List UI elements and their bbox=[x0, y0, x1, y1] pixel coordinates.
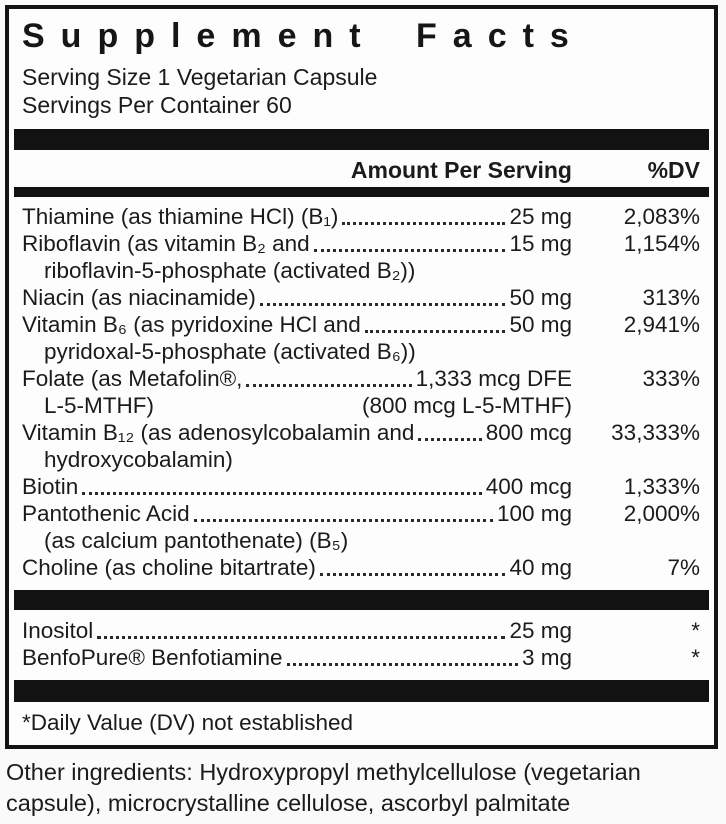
nutrient-row-vitamin-b12-continuation bbox=[22, 446, 700, 473]
nutrient-amount: 25 mg bbox=[509, 618, 572, 643]
dot-leader bbox=[312, 230, 508, 257]
serving-info bbox=[22, 63, 700, 119]
serving-size: Serving Size 1 Vegetarian Capsule bbox=[22, 64, 378, 90]
dot-leader bbox=[340, 203, 507, 230]
nutrient-name: Thiamine (as thiamine HCl) (B₁) bbox=[22, 204, 339, 229]
nutrient-name: Pantothenic Acid bbox=[22, 501, 190, 526]
nutrient-name-continuation: hydroxycobalamin) bbox=[44, 447, 233, 472]
nutrient-amount: 50 mg bbox=[509, 285, 572, 310]
nutrient-name: Riboflavin (as vitamin B₂ and bbox=[22, 231, 310, 256]
panel-title: Supplement Facts bbox=[22, 17, 585, 55]
nutrient-row-folate-continuation bbox=[22, 392, 700, 419]
nutrient-name: Folate (as Metafolin®, bbox=[22, 366, 243, 391]
divider-bar-medium bbox=[14, 187, 709, 197]
nutrient-name: Choline (as choline bitartrate) bbox=[22, 555, 316, 580]
dot-leader bbox=[363, 311, 508, 338]
dot-leader bbox=[80, 473, 483, 500]
nutrient-dv: * bbox=[691, 618, 700, 643]
nutrient-amount: 1,333 mcg DFE bbox=[415, 366, 572, 391]
nutrient-name-continuation: pyridoxal-5-phosphate (activated B₆)) bbox=[44, 339, 416, 364]
nutrient-row-choline bbox=[22, 554, 700, 581]
servings-per-container: Servings Per Container 60 bbox=[22, 92, 292, 118]
nutrient-row-riboflavin bbox=[22, 230, 700, 257]
nutrient-row-biotin bbox=[22, 473, 700, 500]
nutrient-row-vitamin-b6 bbox=[22, 311, 700, 338]
divider-bar-thick-bottom bbox=[14, 680, 709, 702]
nutrient-row-pantothenic-acid bbox=[22, 500, 700, 527]
nutrient-row-vitamin-b12 bbox=[22, 419, 700, 446]
nutrient-name-continuation: L-5-MTHF) bbox=[44, 393, 154, 418]
nutrient-dv: 2,000% bbox=[623, 501, 700, 526]
column-header-dv: %DV bbox=[647, 157, 700, 183]
nutrient-row-inositol bbox=[22, 617, 700, 644]
divider-bar-thick-middle bbox=[14, 590, 709, 610]
nutrient-dv: 2,083% bbox=[623, 204, 700, 229]
nutrient-dv: 1,333% bbox=[623, 474, 700, 499]
nutrient-name: Vitamin B₁₂ (as adenosylcobalamin and bbox=[22, 420, 415, 445]
nutrient-dv: 2,941% bbox=[623, 312, 700, 337]
nutrient-dv: * bbox=[691, 645, 700, 670]
divider-bar-thick-top bbox=[14, 129, 709, 150]
nutrient-name-continuation: riboflavin-5-phosphate (activated B₂)) bbox=[44, 258, 416, 283]
column-header-amount: Amount Per Serving bbox=[350, 157, 572, 183]
nutrient-dv: 313% bbox=[642, 285, 700, 310]
nutrient-dv: 1,154% bbox=[623, 231, 700, 256]
dot-leader bbox=[95, 617, 507, 644]
nutrient-name: Niacin (as niacinamide) bbox=[22, 285, 256, 310]
nutrient-amount: 25 mg bbox=[509, 204, 572, 229]
nutrient-name: Vitamin B₆ (as pyridoxine HCl and bbox=[22, 312, 361, 337]
nutrient-name-continuation: (as calcium pantothenate) (B₅) bbox=[44, 528, 349, 553]
supplement-facts-panel bbox=[5, 5, 718, 749]
nutrient-section-secondary bbox=[22, 617, 700, 671]
nutrient-amount: 40 mg bbox=[509, 555, 572, 580]
nutrient-amount: 100 mg bbox=[496, 501, 572, 526]
nutrient-amount-continuation: (800 mcg L-5-MTHF) bbox=[361, 393, 572, 418]
dot-leader bbox=[192, 500, 495, 527]
nutrient-amount: 3 mg bbox=[521, 645, 572, 670]
nutrient-dv: 333% bbox=[642, 366, 700, 391]
dot-leader bbox=[244, 365, 413, 392]
nutrient-row-benfotiamine bbox=[22, 644, 700, 671]
column-header-row bbox=[22, 156, 700, 185]
nutrient-dv: 33,333% bbox=[611, 420, 700, 445]
nutrient-row-thiamine bbox=[22, 203, 700, 230]
nutrient-name: Inositol bbox=[22, 618, 94, 643]
nutrient-row-folate bbox=[22, 365, 700, 392]
dot-leader bbox=[285, 644, 520, 671]
nutrient-row-vitamin-b6-continuation bbox=[22, 338, 700, 365]
nutrient-row-riboflavin-continuation bbox=[22, 257, 700, 284]
dot-leader bbox=[416, 419, 483, 446]
nutrient-row-niacin bbox=[22, 284, 700, 311]
nutrient-amount: 800 mcg bbox=[485, 420, 572, 445]
nutrient-amount: 50 mg bbox=[509, 312, 572, 337]
nutrient-name: Biotin bbox=[22, 474, 79, 499]
nutrient-section-main bbox=[22, 203, 700, 581]
nutrient-amount: 15 mg bbox=[509, 231, 572, 256]
nutrient-dv: 7% bbox=[667, 555, 700, 580]
dot-leader bbox=[258, 284, 508, 311]
daily-value-footnote: *Daily Value (DV) not established bbox=[22, 710, 353, 735]
nutrient-amount: 400 mcg bbox=[485, 474, 572, 499]
dot-leader bbox=[318, 554, 508, 581]
nutrient-name: BenfoPure® Benfotiamine bbox=[22, 645, 283, 670]
other-ingredients-text: Other ingredients: Hydroxypropyl methylcellulose (vegetarian capsule), microcrystalline cellulose, ascorbyl palmitate bbox=[6, 759, 641, 816]
nutrient-row-pantothenic-acid-continuation bbox=[22, 527, 700, 554]
